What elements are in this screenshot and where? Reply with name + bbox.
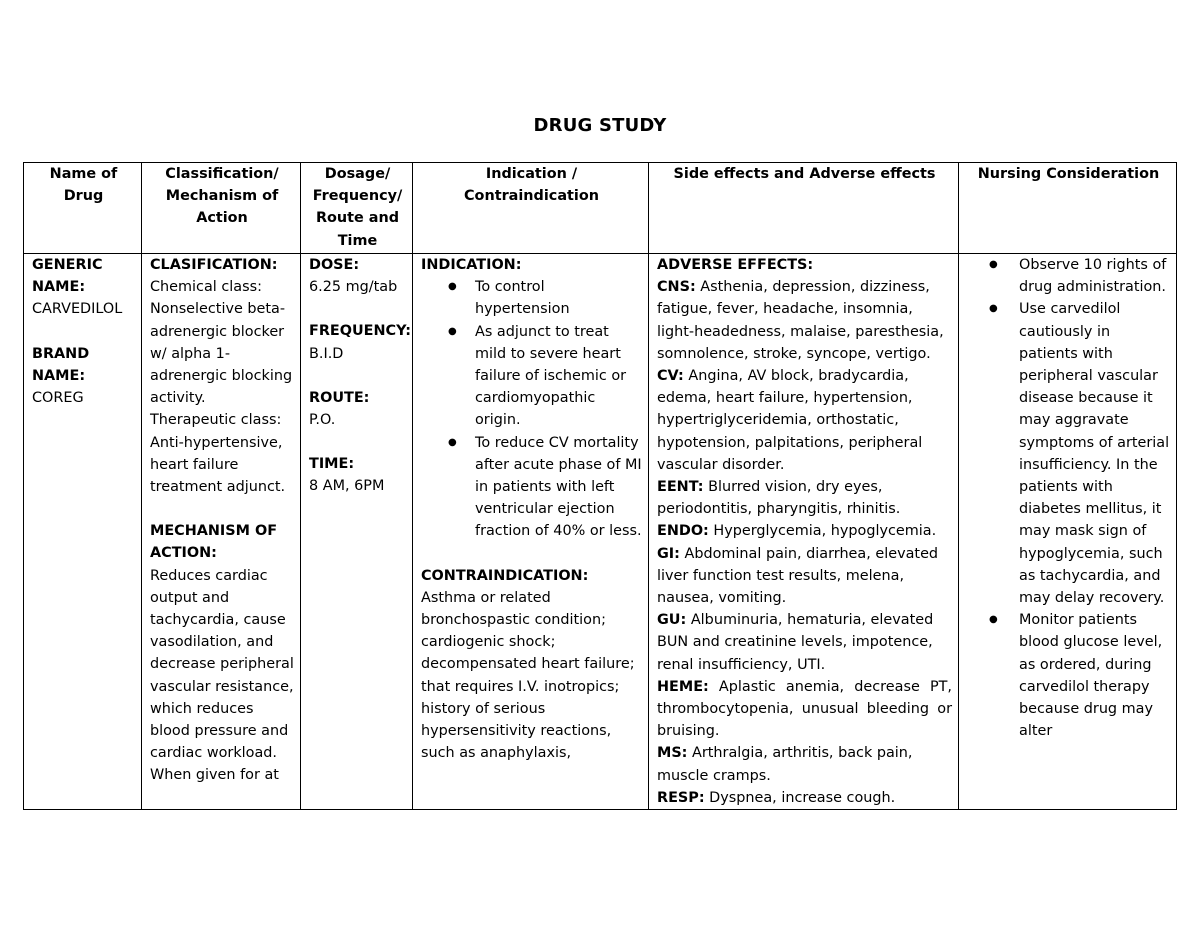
- header-classification: Classification/ Mechanism of Action: [142, 163, 301, 254]
- chemical-class: Chemical class: Nonselective beta-adrenergic blocker w/ alpha 1-adrenergic blocking activity.: [150, 279, 293, 407]
- brand-name: COREG: [32, 390, 84, 407]
- header-side-effects: Side effects and Adverse effects: [649, 163, 959, 254]
- adverse-item-cv: [657, 365, 952, 476]
- adverse-item-ms: [657, 742, 952, 786]
- system-effects: Angina, AV block, bradycardia, edema, heart failure, hypertension, hypertriglyceridemia, orthostatic, hypotension, palpitations, peripheral vascular disorder.: [657, 368, 923, 473]
- system-label: HEME:: [657, 678, 709, 695]
- page-title: DRUG STUDY: [533, 115, 667, 136]
- cell-nursing: [959, 254, 1177, 810]
- header-row: [24, 163, 1177, 254]
- system-label: EENT:: [657, 479, 704, 496]
- adverse-item-eent: [657, 476, 952, 520]
- route-label: ROUTE:: [309, 389, 370, 406]
- system-effects: Abdominal pain, diarrhea, elevated liver function test results, melena, nausea, vomiting.: [657, 545, 939, 607]
- therapeutic-class: Therapeutic class: Anti-hypertensive, heart failure treatment adjunct.: [150, 412, 286, 496]
- system-effects: Dyspnea, increase cough.: [704, 789, 896, 806]
- system-label: ENDO:: [657, 523, 709, 540]
- cell-drug-name: [24, 254, 142, 810]
- contraindication-text: Asthma or related bronchospastic condition; cardiogenic shock; decompensated heart failure; that requires I.V. inotropics; history of serious hypersensitivity reactions, such as anaphylaxis,: [421, 589, 635, 762]
- list-item: ● As adjunct to treat mild to severe heart failure of ischemic or cardiomyopathic origin.: [475, 321, 642, 432]
- system-effects: Hyperglycemia, hypoglycemia.: [708, 523, 937, 540]
- indication-list: [421, 276, 642, 542]
- system-label: GU:: [657, 612, 687, 629]
- adverse-item-cns: [657, 276, 952, 365]
- system-label: CNS:: [657, 279, 696, 296]
- generic-name-label: GENERIC NAME:: [32, 257, 103, 296]
- cell-adverse-effects: [649, 254, 959, 810]
- contraindication-label: CONTRAINDICATION:: [421, 567, 589, 584]
- system-effects: Blurred vision, dry eyes, periodontitis, pharyngitis, rhinitis.: [657, 479, 901, 518]
- adverse-item-endo: [657, 520, 952, 542]
- list-item: ● To reduce CV mortality after acute phase of MI in patients with left ventricular ejection fraction of 40% or less.: [475, 432, 642, 543]
- dose-value: 6.25 mg/tab: [309, 279, 398, 296]
- cell-dosage: [301, 254, 413, 810]
- header-dosage: Dosage/ Frequency/ Route and Time: [301, 163, 413, 254]
- table-row: [24, 254, 1177, 810]
- system-label: GI:: [657, 545, 680, 562]
- header-name-of-drug: Name of Drug: [24, 163, 142, 254]
- system-effects: Asthenia, depression, dizziness, fatigue, fever, headache, insomnia, light-headedness, malaise, paresthesia, somnolence, stroke, syncope, vertigo.: [657, 279, 944, 362]
- system-effects: Arthralgia, arthritis, back pain, muscle cramps.: [657, 745, 913, 784]
- list-item: ● Use carvedilol cautiously in patients with peripheral vascular disease because it may aggravate symptoms of arterial insufficiency. In the patients with diabetes mellitus, it may mask sign of hypoglycemia, such as tachycardia, and may delay recovery.: [1019, 298, 1170, 609]
- list-item: ● Observe 10 rights of drug administration.: [1019, 254, 1170, 298]
- brand-name-label: BRAND NAME:: [32, 345, 90, 384]
- system-effects: Aplastic anemia, decrease PT, thrombocytopenia, unusual bleeding or bruising.: [657, 678, 952, 740]
- system-label: MS:: [657, 745, 688, 762]
- adverse-label: ADVERSE EFFECTS:: [657, 257, 814, 273]
- time-value: 8 AM, 6PM: [309, 478, 385, 495]
- generic-name: CARVEDILOL: [32, 301, 123, 318]
- nursing-list: [967, 254, 1170, 742]
- list-item: ● Monitor patients blood glucose level, as ordered, during carvedilol therapy because drug may alter: [1019, 609, 1170, 742]
- indication-label: INDICATION:: [421, 257, 522, 273]
- mechanism-text: Reduces cardiac output and tachycardia, cause vasodilation, and decrease peripheral vascular resistance, which reduces blood pressure and cardiac workload. When given for at: [150, 567, 294, 784]
- adverse-item-resp: [657, 787, 952, 809]
- cell-indication: [413, 254, 649, 810]
- frequency-value: B.I.D: [309, 345, 344, 362]
- time-label: TIME:: [309, 456, 355, 473]
- adverse-item-gi: [657, 543, 952, 610]
- cell-classification: [142, 254, 301, 810]
- header-indication: Indication / Contraindication: [413, 163, 649, 254]
- system-label: RESP:: [657, 789, 705, 806]
- adverse-item-gu: [657, 609, 952, 676]
- dose-label: DOSE:: [309, 257, 360, 273]
- route-value: P.O.: [309, 412, 336, 429]
- frequency-label: FREQUENCY:: [309, 323, 412, 340]
- list-item: ● To control hypertension: [475, 276, 642, 320]
- adverse-item-heme: [657, 676, 952, 743]
- system-label: CV:: [657, 368, 684, 385]
- classification-label: CLASIFICATION:: [150, 257, 278, 273]
- drug-study-table: [23, 162, 1177, 810]
- system-effects: Albuminuria, hematuria, elevated BUN and creatinine levels, impotence, renal insufficiency, UTI.: [657, 612, 934, 673]
- mechanism-label: MECHANISM OF ACTION:: [150, 523, 278, 562]
- header-nursing: Nursing Consideration: [959, 163, 1177, 254]
